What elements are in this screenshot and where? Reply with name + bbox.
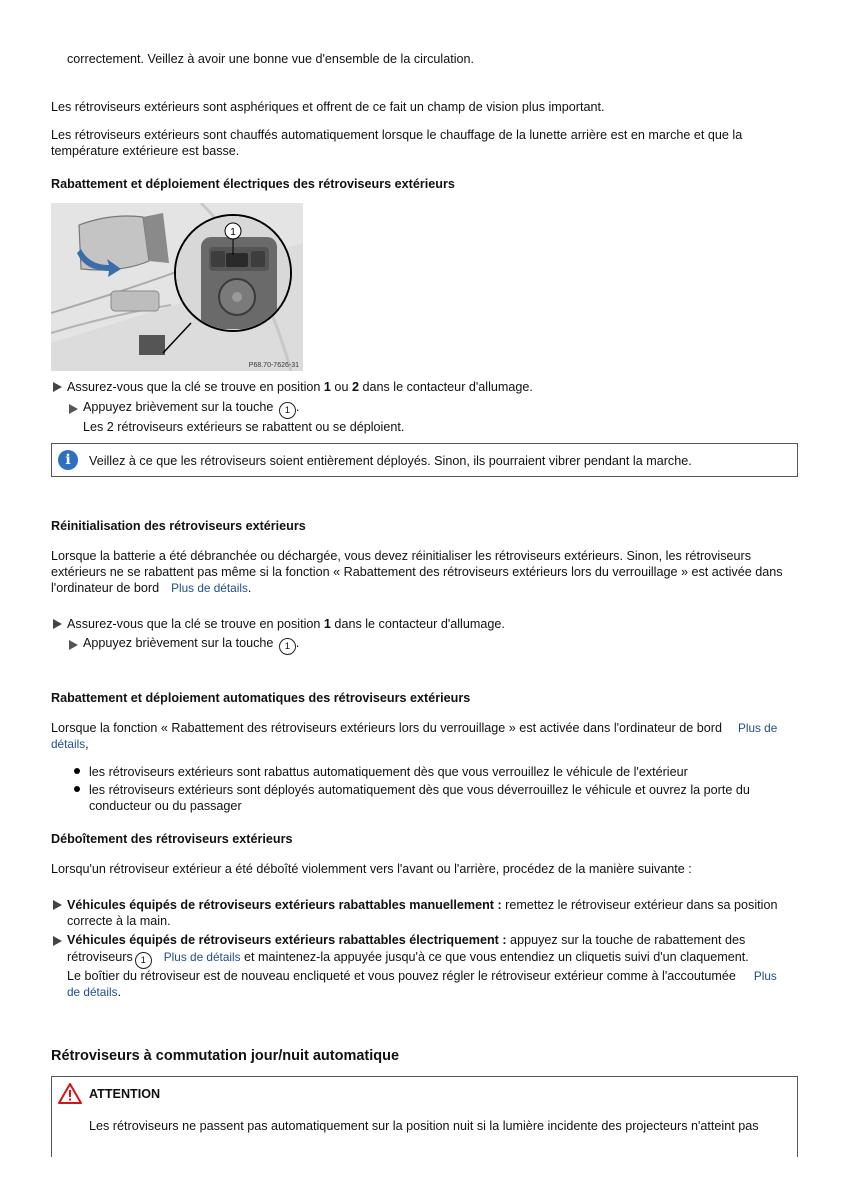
- section-heading-knocked-out: Déboîtement des rétroviseurs extérieurs: [51, 832, 293, 846]
- link-text[interactable]: de détails: [67, 985, 118, 999]
- step-check-ignition: [67, 380, 533, 394]
- substep-arrow-icon: [69, 404, 78, 414]
- bullet-icon: [74, 786, 80, 792]
- knocked-out-paragraph: Lorsqu'un rétroviseur extérieur a été déboîté violemment vers l'avant ou l'arrière, procédez de la manière suivante :: [51, 862, 692, 876]
- paragraph-heated: Les rétroviseurs extérieurs sont chauffés automatiquement lorsque le chauffage de la lunette arrière est en marche et que la température extérieure est basse.: [51, 128, 743, 158]
- illustration-svg: [51, 203, 303, 371]
- warning-text: Les rétroviseurs ne passent pas automatiquement sur la position nuit si la lumière incidente des projecteurs n'atteint pas: [89, 1119, 759, 1133]
- section-heading-electric-folding: Rabattement et déploiement électriques des rétroviseurs extérieurs: [51, 177, 455, 191]
- callout-label: 1: [230, 227, 236, 238]
- mirror-switch-illustration: [51, 203, 303, 371]
- position-1: 1: [323, 380, 331, 394]
- result-text: Les 2 rétroviseurs extérieurs se rabattent ou se déploient.: [83, 420, 405, 434]
- punct: ,: [85, 737, 89, 751]
- punct: .: [247, 581, 252, 595]
- step-bold-text: Véhicules équipés de rétroviseurs extérieurs rabattables électriquement :: [67, 933, 507, 947]
- link-text[interactable]: Plus: [753, 969, 777, 983]
- bullet-icon: [74, 768, 80, 774]
- step-text: ou: [330, 380, 352, 394]
- substep-text: .: [295, 636, 300, 650]
- step-text: appuyez sur la touche de rabattement des rétroviseurs: [67, 933, 746, 964]
- info-box: [51, 443, 798, 477]
- step-text: dans le contacteur d'allumage.: [358, 380, 533, 394]
- section-heading-auto-dimming: Rétroviseurs à commutation jour/nuit automatique: [51, 1048, 400, 1064]
- step-bold-text: Véhicules équipés de rétroviseurs extérieurs rabattables manuellement :: [67, 898, 502, 912]
- bullet-item-unlock: les rétroviseurs extérieurs sont déployés automatiquement dès que vous déverrouillez le véhicule et ouvrez la porte du conducteur ou du passager: [89, 783, 750, 813]
- step-arrow-icon: [53, 382, 62, 392]
- punct: .: [117, 985, 121, 999]
- section-heading-automatic-folding: Rabattement et déploiement automatiques des rétroviseurs extérieurs: [51, 691, 471, 705]
- substep-arrow-icon: [69, 640, 78, 650]
- continued-text: correctement. Veillez à avoir une bonne vue d'ensemble de la circulation.: [67, 52, 475, 66]
- section-heading-reset: Réinitialisation des rétroviseurs extérieurs: [51, 519, 306, 533]
- step-result: [67, 968, 795, 1000]
- step-check-ignition-reset: [67, 617, 505, 631]
- substep-text: .: [295, 400, 300, 414]
- warning-title: ATTENTION: [89, 1087, 161, 1101]
- step-arrow-icon: [53, 936, 62, 946]
- reset-paragraph: [51, 548, 797, 596]
- step-arrow-icon: [53, 619, 62, 629]
- step-text: Assurez-vous que la clé se trouve en position: [67, 617, 324, 631]
- image-code: P68.70-7626-31: [248, 362, 299, 369]
- substep-text: Appuyez brièvement sur la touche: [83, 400, 277, 414]
- more-details-link[interactable]: Plus de détails: [163, 950, 241, 964]
- automatic-body: Lorsque la fonction « Rabattement des rétroviseurs extérieurs lors du verrouillage » est activée dans l'ordinateur de bord: [51, 721, 722, 735]
- warning-box: [51, 1076, 798, 1157]
- info-icon: i: [58, 450, 78, 470]
- substep-press-button: [83, 400, 299, 419]
- reset-body: Lorsque la batterie a été débranchée ou déchargée, vous devez réinitialiser les rétroviseurs extérieurs. Sinon, les rétroviseurs extérieurs ne se rabattent pas même si la fonction « Rabattement des rétroviseurs extérieurs lors du verrouillage » est activée dans l'ordinateur de bord: [51, 549, 783, 595]
- position-1: 1: [323, 617, 331, 631]
- step-text: remettez le rétroviseur extérieur dans sa position correcte à la main.: [67, 898, 778, 928]
- step-text: et maintenez-la appuyée jusqu'à ce que vous entendiez un cliquetis suivi d'un claquement.: [240, 950, 749, 964]
- bullet-item-lock: les rétroviseurs extérieurs sont rabattus automatiquement dès que vous verrouillez le véhicule de l'extérieur: [89, 765, 688, 779]
- step-arrow-icon: [53, 900, 62, 910]
- step-manual-mirrors: [67, 897, 795, 929]
- warning-icon: [58, 1083, 82, 1107]
- button-1-icon: 1: [279, 638, 296, 655]
- automatic-paragraph: [51, 720, 797, 752]
- substep-press-button-reset: [83, 636, 299, 655]
- link-text[interactable]: détails: [51, 737, 86, 751]
- step-electric-mirrors: [67, 932, 795, 969]
- result-text: Le boîtier du rétroviseur est de nouveau encliqueté et vous pouvez régler le rétroviseur extérieur comme à l'accoutumée: [67, 969, 736, 983]
- step-text: Assurez-vous que la clé se trouve en position: [67, 380, 324, 394]
- button-1-icon: 1: [279, 402, 296, 419]
- position-2: 2: [351, 380, 359, 394]
- info-text: Veillez à ce que les rétroviseurs soient entièrement déployés. Sinon, ils pourraient vibrer pendant la marche.: [89, 454, 692, 468]
- link-text[interactable]: Plus de: [737, 721, 778, 735]
- paragraph-aspheric: Les rétroviseurs extérieurs sont asphériques et offrent de ce fait un champ de vision plus important.: [51, 100, 605, 114]
- button-1-icon: 1: [135, 952, 152, 969]
- more-details-link[interactable]: Plus de détails: [171, 581, 248, 595]
- step-text: dans le contacteur d'allumage.: [330, 617, 505, 631]
- substep-text: Appuyez brièvement sur la touche: [83, 636, 277, 650]
